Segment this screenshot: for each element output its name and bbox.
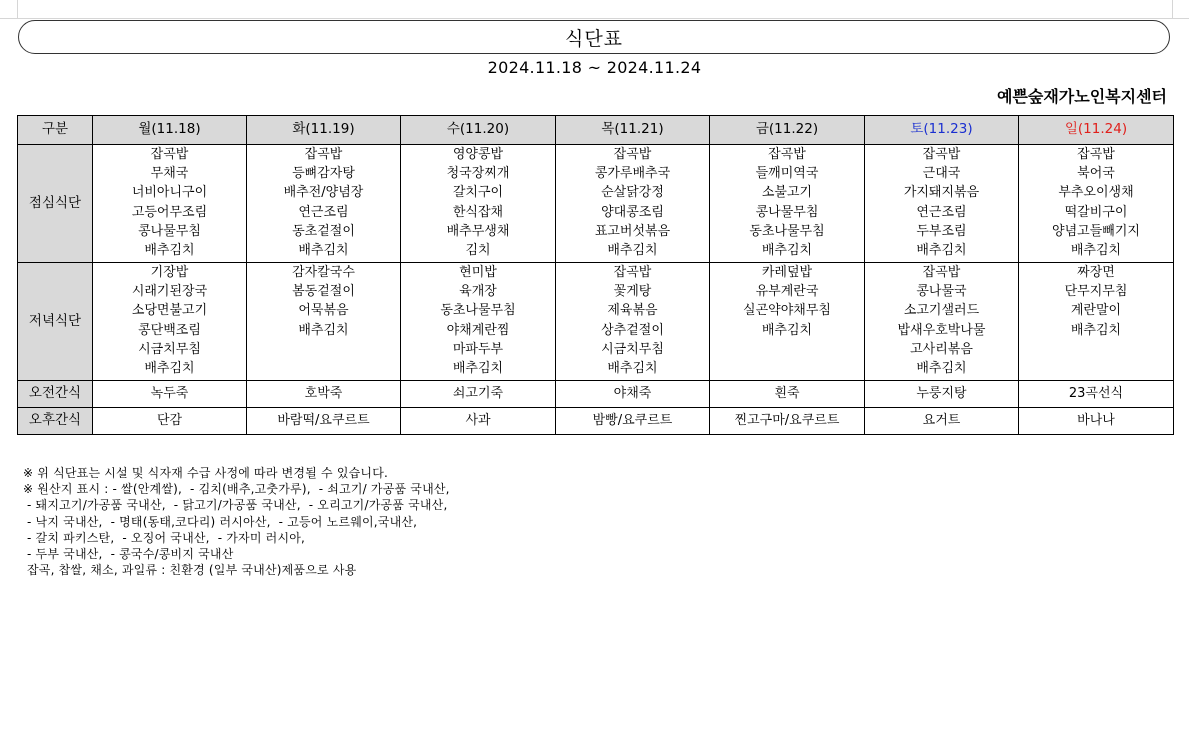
page-top-rule (0, 0, 1189, 19)
note-line: - 낙지 국내산, - 명태(동태,코다리) 러시아산, - 고등어 노르웨이,국내산, (23, 514, 418, 529)
menu-item: 연근조림 (298, 204, 349, 220)
am-snack-cell: 쇠고기죽 (401, 381, 556, 408)
menu-item: 콩가루배추국 (594, 166, 671, 182)
menu-item: 양대콩조림 (601, 204, 664, 220)
menu-item: 짜장면 (1077, 265, 1115, 280)
pm-snack-cell: 바람떡/요쿠르트 (247, 408, 401, 435)
menu-item: 봄동겉절이 (292, 284, 355, 300)
menu-item: 잡곡밥 (922, 265, 961, 280)
menu-item: 떡갈비구이 (1064, 204, 1128, 220)
am-snack-row (18, 381, 1174, 408)
menu-item: 동초겉절이 (292, 223, 355, 239)
lunch-cell (865, 145, 1019, 263)
menu-item: 배추김치 (916, 361, 967, 377)
am-snack-cell: 23곡선식 (1019, 381, 1174, 408)
dinner-cell (401, 263, 556, 381)
menu-item: 소고기샐러드 (903, 303, 980, 319)
dinner-cell (247, 263, 401, 381)
menu-item: 등뼈감자탕 (292, 166, 355, 182)
menu-item: 소당면불고기 (131, 303, 208, 319)
header-row (18, 116, 1174, 145)
page-margin-right (1172, 0, 1173, 18)
pm-snack-cell: 사과 (401, 408, 556, 435)
menu-item: 고사리볶음 (910, 341, 973, 357)
day-header: 수(11.20) (401, 116, 556, 145)
menu-item: 배추김치 (761, 322, 813, 338)
menu-item: 제육볶음 (607, 303, 658, 319)
menu-item: 카레덮밥 (761, 265, 813, 280)
dinner-row (18, 263, 1174, 381)
am-snack-cell: 흰죽 (710, 381, 865, 408)
menu-item: 유부계란국 (755, 284, 819, 300)
row-label-am-snack: 오전간식 (18, 381, 93, 408)
day-header: 목(11.21) (556, 116, 710, 145)
note-line: ※ 위 식단표는 시설 및 식자재 수급 사정에 따라 변경될 수 있습니다. (23, 466, 389, 480)
day-header: 금(11.22) (710, 116, 865, 145)
pm-snack-cell: 바나나 (1019, 408, 1174, 435)
menu-item: 김치 (465, 243, 491, 259)
menu-item: 북어국 (1077, 166, 1115, 182)
menu-item: 밥새우호박나물 (897, 322, 986, 338)
pm-snack-row (18, 408, 1174, 435)
lunch-cell (1019, 145, 1174, 263)
menu-item: 배추전/양념장 (283, 185, 364, 201)
lunch-cell (93, 145, 247, 263)
menu-item: 어묵볶음 (298, 303, 349, 319)
lunch-cell (556, 145, 710, 263)
menu-item: 배추김치 (761, 243, 813, 259)
lunch-cell (247, 145, 401, 263)
note-line: ※ 원산지 표시 : - 쌀(안계쌀), - 김치(배추,고춧가루), - 쇠고기/ 가공품 국내산, (23, 482, 450, 497)
menu-item: 소불고기 (761, 185, 813, 201)
menu-item: 잡곡밥 (150, 147, 189, 162)
menu-item: 계란말이 (1070, 303, 1122, 319)
menu-item: 두부조림 (916, 223, 967, 239)
menu-item: 상추겉절이 (601, 322, 664, 338)
menu-item: 잡곡밥 (304, 147, 343, 162)
menu-item: 배추김치 (607, 361, 658, 377)
menu-item: 야채계란찜 (446, 322, 510, 338)
am-snack-cell: 녹두죽 (93, 381, 247, 408)
menu-item: 배추김치 (298, 322, 349, 338)
menu-item: 순살닭강정 (601, 185, 664, 201)
page-margin-left (17, 0, 18, 18)
menu-table (17, 115, 1174, 435)
menu-item: 실곤약야채무침 (743, 303, 831, 319)
day-header: 화(11.19) (247, 116, 401, 145)
am-snack-cell: 누룽지탕 (865, 381, 1019, 408)
dinner-cell (710, 263, 865, 381)
note-line: 잡곡, 찹쌀, 채소, 과일류 : 친환경 (일부 국내산)제품으로 사용 (23, 563, 357, 578)
menu-item: 배추김치 (144, 243, 195, 259)
menu-item: 잡곡밥 (1077, 147, 1115, 162)
dinner-cell (556, 263, 710, 381)
menu-item: 현미밥 (459, 265, 497, 280)
menu-item: 영양콩밥 (452, 147, 504, 162)
menu-item: 한식잡채 (452, 204, 504, 220)
menu-item: 배추무생채 (446, 223, 510, 239)
menu-item: 고등어무조림 (131, 204, 208, 220)
menu-item: 표고버섯볶음 (594, 223, 671, 239)
menu-item: 가지돼지볶음 (903, 185, 980, 201)
dinner-cell (865, 263, 1019, 381)
menu-item: 단무지무침 (1064, 284, 1128, 300)
menu-item: 콩나물무침 (755, 204, 819, 220)
corner-header: 구분 (18, 116, 93, 145)
menu-item: 육개장 (459, 284, 497, 300)
menu-item: 부추오이생채 (1058, 185, 1134, 201)
menu-item: 배추김치 (607, 243, 658, 259)
menu-item: 잡곡밥 (922, 147, 961, 162)
am-snack-cell: 호박죽 (247, 381, 401, 408)
menu-item: 배추김치 (298, 243, 349, 259)
row-label-lunch: 점심식단 (18, 145, 93, 263)
menu-item: 갈치구이 (452, 185, 504, 201)
dinner-cell (1019, 263, 1174, 381)
menu-item: 양념고들빼기지 (1052, 223, 1140, 239)
menu-item: 시금치무침 (138, 341, 201, 357)
menu-item: 배추김치 (916, 243, 967, 259)
date-range: 2024.11.18 ~ 2024.11.24 (487, 58, 702, 77)
pm-snack-cell: 단감 (93, 408, 247, 435)
menu-item: 마파두부 (452, 341, 504, 357)
menu-item: 동초나물무침 (440, 303, 516, 319)
menu-item: 콩단백조림 (138, 322, 201, 338)
lunch-cell (401, 145, 556, 263)
menu-item: 배추김치 (452, 361, 504, 377)
lunch-row (18, 145, 1174, 263)
menu-item: 연근조림 (916, 204, 967, 220)
menu-item: 콩나물국 (916, 284, 967, 300)
pm-snack-cell: 요거트 (865, 408, 1019, 435)
menu-item: 시래기된장국 (131, 284, 208, 300)
menu-item: 너비아니구이 (131, 185, 208, 201)
row-label-dinner: 저녁식단 (18, 263, 93, 381)
menu-item: 콩나물무침 (138, 223, 201, 239)
menu-item: 동초나물무침 (749, 223, 825, 239)
menu-item: 꽃게탕 (613, 284, 652, 300)
menu-item: 들깨미역국 (755, 166, 819, 182)
note-line: - 돼지고기/가공품 국내산, - 닭고기/가공품 국내산, - 오리고기/가공품 국내산, (23, 498, 448, 513)
note-line: - 갈치 파키스탄, - 오징어 국내산, - 가자미 러시아, (23, 530, 306, 545)
lunch-cell (710, 145, 865, 263)
menu-item: 시금치무침 (601, 341, 664, 357)
menu-item: 잡곡밥 (768, 147, 806, 162)
menu-item: 배추김치 (1070, 322, 1122, 338)
day-header: 월(11.18) (93, 116, 247, 145)
menu-item: 배추김치 (144, 361, 195, 377)
pm-snack-cell: 찐고구마/요쿠르트 (710, 408, 865, 435)
day-header: 토(11.23) (865, 116, 1019, 145)
document-title: 식단표 (18, 20, 1170, 54)
menu-item: 기장밥 (150, 265, 189, 280)
notes-section (23, 465, 450, 578)
menu-item: 잡곡밥 (613, 147, 652, 162)
menu-item: 근대국 (922, 166, 961, 182)
menu-item: 무채국 (150, 166, 189, 182)
day-header: 일(11.24) (1019, 116, 1174, 145)
menu-item: 배추김치 (1070, 243, 1122, 259)
row-label-pm-snack: 오후간식 (18, 408, 93, 435)
menu-item: 감자칼국수 (292, 265, 355, 280)
organization-name: 예쁜숲재가노인복지센터 (996, 87, 1167, 106)
pm-snack-cell: 밤빵/요쿠르트 (556, 408, 710, 435)
menu-item: 잡곡밥 (613, 265, 652, 280)
menu-item: 청국장찌개 (446, 166, 510, 182)
note-line: - 두부 국내산, - 콩국수/콩비지 국내산 (23, 547, 234, 562)
am-snack-cell: 야채죽 (556, 381, 710, 408)
dinner-cell (93, 263, 247, 381)
